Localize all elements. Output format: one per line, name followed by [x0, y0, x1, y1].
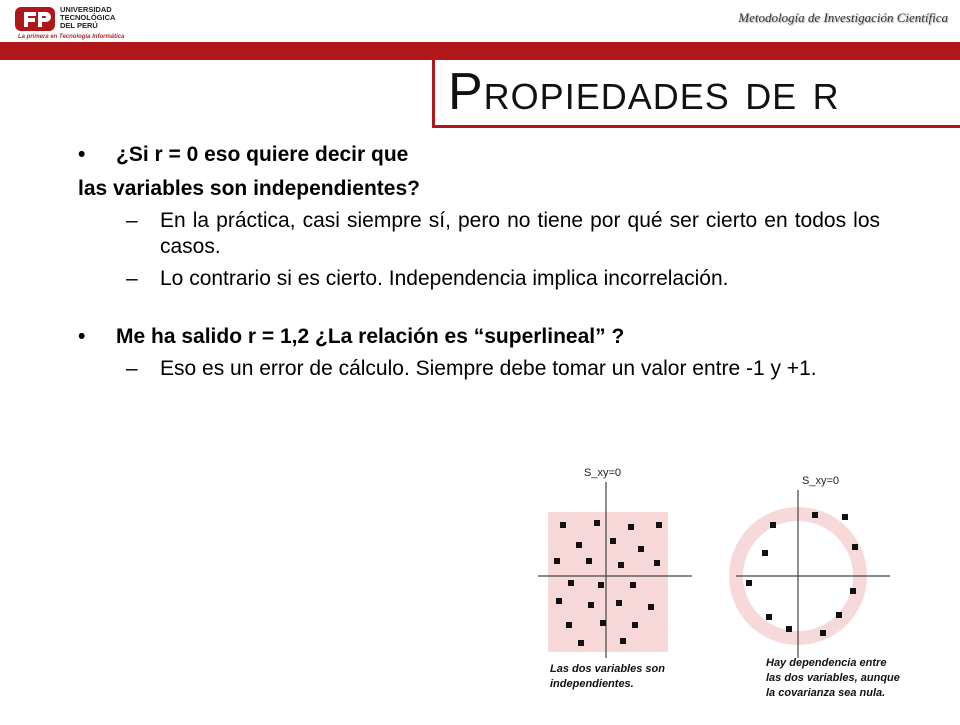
- logo-tagline: La primera en Tecnología Informática: [18, 34, 125, 40]
- covariance-figure: [520, 462, 960, 720]
- dash-marker: –: [126, 209, 138, 232]
- right-caption-line-2: las dos variables, aunque: [766, 672, 900, 684]
- question-1-continued: las variables son independientes?: [78, 177, 420, 200]
- logo-text: [60, 6, 115, 30]
- answer-1a-text: En la práctica, casi siempre sí, pero no tiene por qué ser cierto en todos los casos.: [160, 209, 880, 258]
- university-logo: [14, 4, 154, 40]
- logo-line-3: DEL PERÚ: [60, 21, 98, 30]
- right-caption: [766, 656, 900, 701]
- answer-2: [78, 356, 880, 382]
- question-2: • Me ha salido r = 1,2 ¿La relación es “superlineal” ?: [78, 324, 880, 350]
- utp-logo-icon: [14, 4, 58, 38]
- slide-body: [78, 142, 880, 382]
- course-title: Metodología de Investigación Científica: [738, 10, 948, 25]
- right-sxy-label: S_xy=0: [802, 475, 839, 487]
- logo-line-2: TECNOLÓGICA: [60, 13, 116, 22]
- right-caption-line-3: la covarianza sea nula.: [766, 687, 886, 699]
- left-caption: [550, 662, 665, 692]
- answer-1b-text: Lo contrario si es cierto. Independencia implica incorrelación.: [160, 267, 729, 290]
- question-1: • ¿Si r = 0 eso quiere decir que: [78, 142, 880, 168]
- answer-1a: [78, 208, 880, 260]
- left-caption-line-1: Las dos variables son: [550, 663, 665, 675]
- answer-2-text: Eso es un error de cálculo. Siempre debe tomar un valor entre -1 y +1.: [160, 357, 817, 380]
- left-sxy-label: S_xy=0: [584, 467, 621, 479]
- left-shaded-region: [548, 512, 668, 652]
- left-caption-line-2: independientes.: [550, 678, 634, 690]
- right-caption-line-1: Hay dependencia entre: [766, 657, 887, 669]
- answer-1b: [78, 266, 880, 292]
- dash-marker: –: [126, 357, 138, 380]
- slide-title: Propiedades de r: [448, 63, 840, 121]
- header-bar: [0, 42, 960, 60]
- logo-line-1: UNIVERSIDAD: [60, 5, 112, 14]
- dash-marker: –: [126, 267, 138, 290]
